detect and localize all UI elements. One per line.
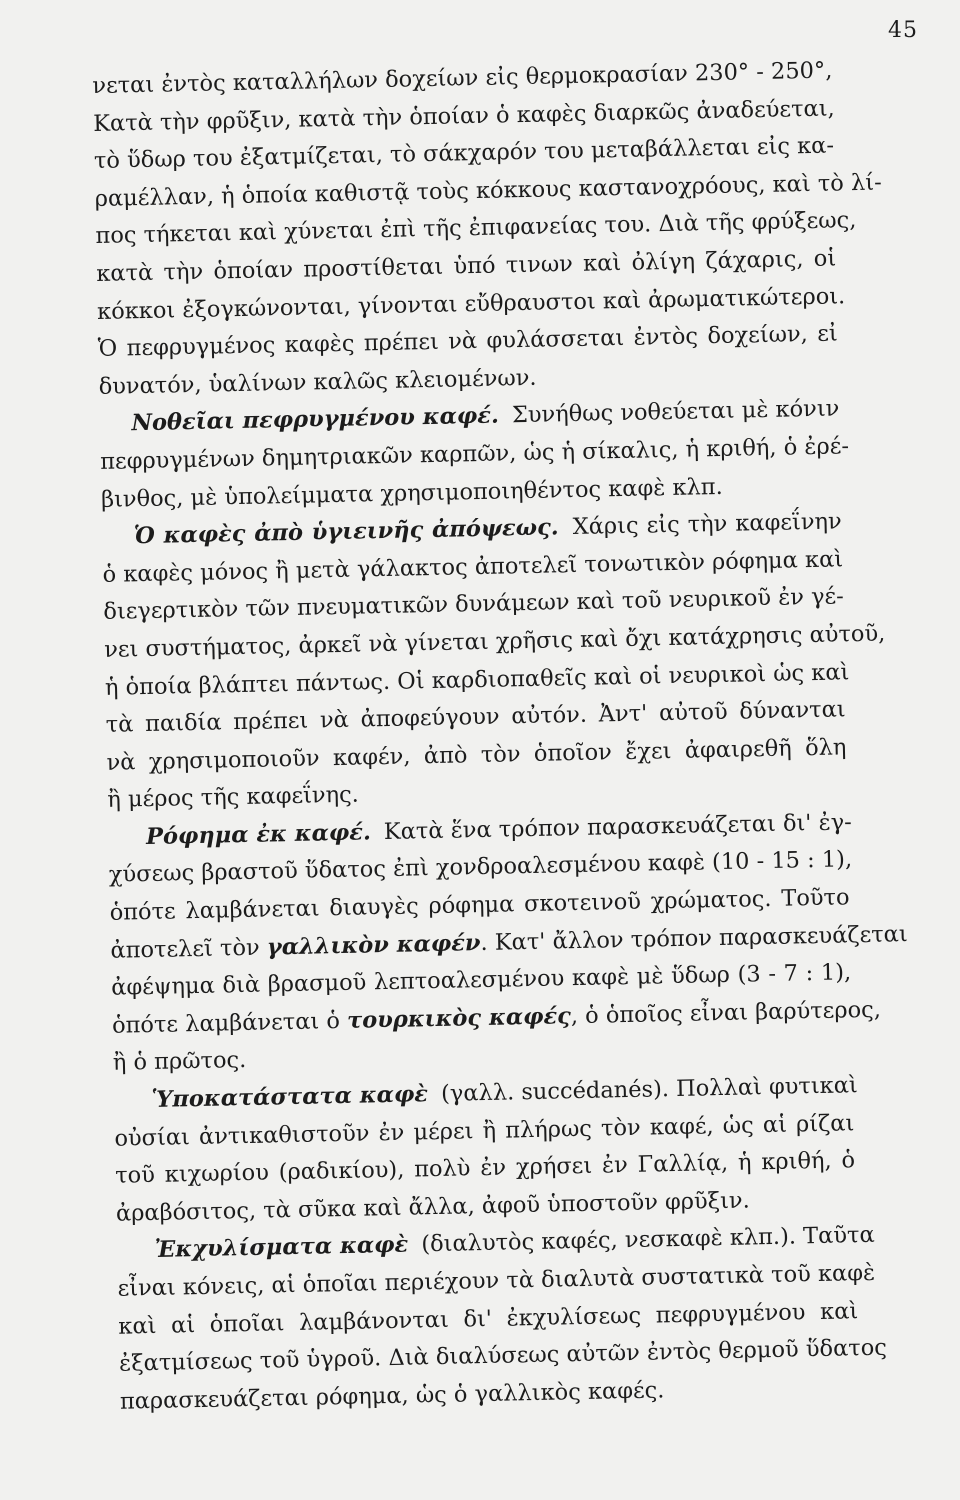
text-line: ἐξατμίσεως τοῦ ὑγροῦ. Διὰ διαλύσεως αὐτῶν ἐντὸς θερμοῦ ὕδατος — [118, 1334, 888, 1377]
text-line: ὁ καφὲς μόνος ἢ μετὰ γάλακτος ἀποτελεῖ τονωτικὸν ρόφημα καὶ — [102, 546, 844, 588]
text-line: ὁπότε λαμβάνεται διαυγὲς ρόφημα σκοτεινοῦ χρώματος. Τοῦτο — [109, 884, 850, 926]
section-heading-substitutes: Ὑποκατάστατα καφὲ — [151, 1081, 429, 1114]
section-heading-line: Ὁ καφὲς ἀπὸ ὑγιεινῆς ἀπόψεως. Χάρις εἰς τὴν καφεΐνην — [133, 508, 842, 550]
text-line: διεγερτικὸν τῶν πνευματικῶν δυνάμεων καὶ τοῦ νευρικοῦ ἐν γέ- — [103, 583, 845, 626]
text-line: τοῦ κιχωρίου (ραδικίου), πολὺ ἐν χρήσει ἐν Γαλλίᾳ, ἡ κριθή, ὁ — [114, 1147, 856, 1189]
section-heading-beverage: Ρόφημα ἐκ καφέ. — [145, 819, 372, 850]
text-line: ἀραβόσιτος, τὰ σῦκα καὶ ἄλλα, ἀφοῦ ὑποστοῦν φρῦξιν. — [115, 1187, 750, 1227]
text-line: πεφρυγμένων δημητριακῶν καρπῶν, ὡς ἡ σίκαλις, ἡ κριθή, ὁ ἐρέ- — [99, 433, 850, 475]
term-french-coffee: γαλλικὸν καφέν — [266, 929, 481, 961]
text-line: ἀποτελεῖ τὸν γαλλικὸν καφέν. Κατ' ἄλλον τρόπον παρασκευάζεται — [110, 920, 908, 964]
text-line: Κατὰ τὴν φρῦξιν, κατὰ τὴν ὁποίαν ὁ καφὲς διαρκῶς ἀναδεύεται, — [92, 95, 835, 137]
section-heading-line: Ὑποκατάστατα καφὲ (γαλλ. succédanés). Πολλαὶ φυτικαὶ — [151, 1072, 859, 1114]
section-heading-health: Ὁ καφὲς ἀπὸ ὑγιεινῆς ἀπόψεως. — [133, 514, 559, 550]
text-line: Ὁ πεφρυγμένος καφὲς πρέπει νὰ φυλάσσεται ἐντὸς δοχείων, εἰ — [97, 320, 838, 363]
text-line: καὶ αἱ ὁποῖαι λαμβάνονται δι' ἐκχυλίσεως πεφρυγμένου καὶ — [118, 1297, 859, 1340]
section-heading-line: Νοθεῖαι πεφρυγμένου καφέ. Συνήθως νοθεύεται μὲ κόνιν — [131, 395, 840, 437]
text-line: παρασκευάζεται ρόφημα, ὡς ὁ γαλλικὸς καφές. — [119, 1377, 665, 1415]
text-line: κόκκοι ἐξογκώνονται, γίνονται εὔθραυστοι καὶ ἀρωματικώτεροι. — [96, 282, 846, 325]
text-line: εἶναι κόνεις, αἱ ὁποῖαι περιέχουν τὰ διαλυτὰ συστατικὰ τοῦ καφὲ — [117, 1259, 876, 1302]
section-heading-adulteration: Νοθεῖαι πεφρυγμένου καφέ. — [131, 402, 500, 437]
text-line: τὰ παιδία πρέπει νὰ ἀποφεύγουν αὐτόν. Ἀντ' αὐτοῦ δύνανται — [105, 696, 846, 738]
section-heading-line: Ρόφημα ἐκ καφέ. Κατὰ ἕνα τρόπον παρασκευάζεται δι' ἐγ- — [145, 809, 853, 850]
text-line: ἢ ὁ πρῶτος. — [112, 1047, 247, 1077]
text-line: βινθος, μὲ ὑπολείμματα χρησιμοποιηθέντος καφὲ κλπ. — [100, 473, 723, 513]
text-line: ἀφέψημα διὰ βρασμοῦ λεπτοαλεσμένου καφὲ μὲ ὕδωρ (3 - 7 : 1), — [111, 959, 852, 1002]
text-line: κατὰ τὴν ὁποίαν προστίθεται ὑπό τινων καὶ ὀλίγη ζάχαρις, οἱ — [96, 245, 837, 287]
page-number: 45 — [888, 18, 918, 43]
text-line: νὰ χρησιμοποιοῦν καφέν, ἀπὸ τὸν ὁποῖον ἔχει ἀφαιρεθῆ ὅλη — [106, 734, 847, 776]
text-line: νει συστήματος, ἀρκεῖ νὰ γίνεται χρῆσις καὶ ὄχι κατάχρησις αὐτοῦ, — [103, 620, 886, 663]
text-line: ὁπότε λαμβάνεται ὁ τουρκικὸς καφές, ὁ ὁποῖος εἶναι βαρύτερος, — [111, 996, 882, 1039]
text-line: νεται ἐντὸς καταλλήλων δοχείων εἰς θερμοκρασίαν 230° - 250°, — [92, 57, 833, 99]
text-line: τὸ ὕδωρ του ἐξατμίζεται, τὸ σάκχαρόν του μεταβάλλεται εἰς κα- — [93, 132, 835, 175]
text-line: ἢ μέρος τῆς καφεΐνης. — [107, 781, 360, 814]
text-line: ραμέλλαν, ἡ ὁποία καθιστᾷ τοὺς κόκκους καστανοχρόους, καὶ τὸ λί- — [94, 169, 882, 212]
text-line: οὐσίαι ἀντικαθιστοῦν ἐν μέρει ἢ πλήρως τὸν καφέ, ὡς αἱ ρίζαι — [114, 1109, 855, 1152]
text-line: ἡ ὁποία βλάπτει πάντως. Οἱ καρδιοπαθεῖς καὶ οἱ νευρικοὶ ὡς καὶ — [104, 658, 850, 701]
term-turkish-coffee: τουρκικὸς καφές — [346, 1003, 572, 1034]
text-line: δυνατόν, ὑαλίνων καλῶς κλειομένων. — [98, 364, 537, 400]
text-line: πος τήκεται καὶ χύνεται ἐπὶ τῆς ἐπιφανείας του. Διὰ τῆς φρύξεως, — [95, 207, 857, 250]
text-line: χύσεως βραστοῦ ὕδατος ἐπὶ χονδροαλεσμένου καφὲ (10 - 15 : 1), — [108, 846, 853, 889]
section-heading-line: Ἐκχυλίσματα καφὲ (διαλυτὸς καφές, νεσκαφὲ κλπ.). Ταῦτα — [154, 1222, 875, 1264]
section-heading-extracts: Ἐκχυλίσματα καφὲ — [154, 1232, 409, 1264]
body-text — [92, 53, 908, 1422]
